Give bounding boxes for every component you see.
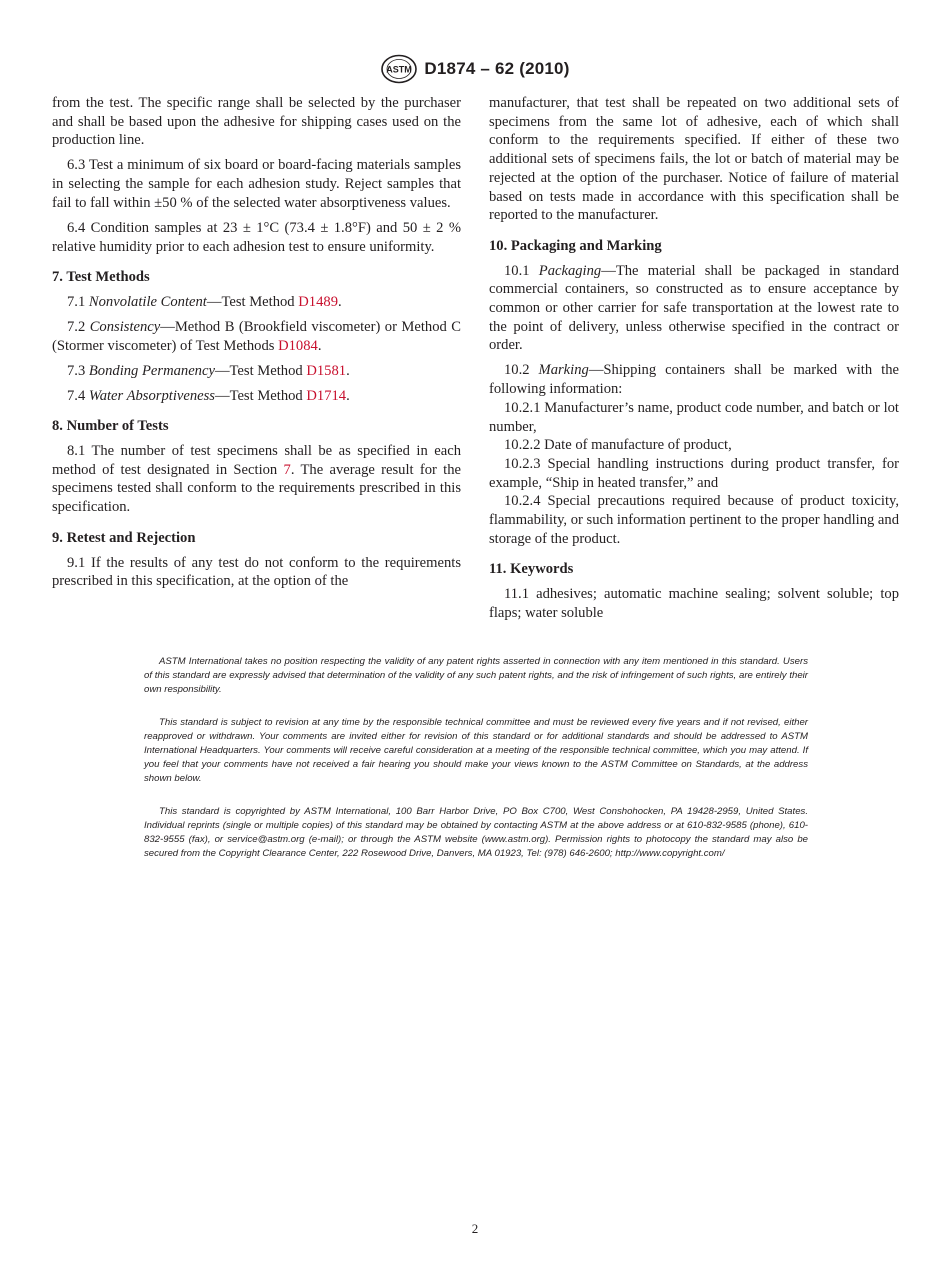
paragraph-continuation: from the test. The specific range shall be selected by the purchaser and shall be based upon the adhesive for shipping cases used on the production line. xyxy=(52,95,461,149)
section-heading-9: 9. Retest and Rejection xyxy=(52,529,196,546)
paragraph-7-2: 7.2 Consistency—Method B (Brookfield viscometer) or Method C (Stormer viscometer) of Test Methods D1084. xyxy=(52,318,461,354)
footer-revision-notice: This standard is subject to revision at any time by the responsible technical committee and must be reviewed every five years and if not revised, either reapproved or withdrawn. Your comments are invited either for revision of this standard or for additional standards and should be addressed to ASTM International Headquarters. Your comments will receive careful consideration at a meeting of the responsible technical committee, which you may attend. If you feel that your comments have not received a fair hearing you should make your views known to the ASTM Committee on Standards, at the address shown below. xyxy=(144,717,808,784)
reference-link[interactable]: D1084 xyxy=(278,337,318,354)
page-header xyxy=(0,54,950,84)
left-column xyxy=(52,94,461,597)
footer-patent-notice: ASTM International takes no position respecting the validity of any patent rights asserted in connection with any item mentioned in this standard. Users of this standard are expressly advised that determination of the validity of any such patent rights, and the risk of infringement of such rights, are entirely their own responsibility. xyxy=(144,656,808,695)
section-heading-10: 10. Packaging and Marking xyxy=(489,237,662,254)
footer-copyright-notice: This standard is copyrighted by ASTM International, 100 Barr Harbor Drive, PO Box C700, West Conshohocken, PA 19428-2959, United States. Individual reprints (single or multiple copies) of this standard may be obtained by contacting ASTM at the above address or at 610-832-9585 (phone), 610-832-9555 (fax), or service@astm.org (e-mail); or through the ASTM website (www.astm.org). Permission rights to photocopy the standard may also be secured from the Copyright Clearance Center, 222 Rosewood Drive, Danvers, MA 01923, Tel: (978) 646-2600; http://www.copyright.com/ xyxy=(144,806,808,859)
reference-link[interactable]: D1489 xyxy=(298,293,338,310)
paragraph-10-2: 10.2 Marking—Shipping containers shall be marked with the following information: xyxy=(489,362,899,398)
section-link[interactable]: 7 xyxy=(283,461,291,478)
paragraph-7-3: 7.3 Bonding Permanency—Test Method D1581. xyxy=(67,362,350,379)
paragraph-continuation: manufacturer, that test shall be repeated on two additional sets of specimens from the same lot of adhesive, each of which shall conform to the requirements specified. If either of these two additional sets of specimens fails, the lot or batch of material may be rejected at the option of the purchaser. Notice of failure of material based on tests made in accordance with this specification shall be reported to the manufacturer. xyxy=(489,95,899,224)
astm-logo-icon xyxy=(380,54,418,84)
paragraph-9-1: 9.1 If the results of any test do not conform to the requirements prescribed in this specification, at the option of the xyxy=(52,554,461,590)
reference-link[interactable]: D1714 xyxy=(306,387,347,404)
paragraph-10-1: 10.1 Packaging—The material shall be packaged in standard commercial containers, so constructed as to ensure acceptance by common or other carrier for safe transportation at the lowest rate to the point of delivery, unless otherwise specified in the contract or order. xyxy=(489,262,899,354)
paragraph-6-3: 6.3 Test a minimum of six board or board-facing materials samples in selecting the sample for each adhesion study. Reject samples that fail to fall within ±50 % of the selected water absorptiveness values. xyxy=(52,157,461,211)
paragraph-10-2-1: 10.2.1 Manufacturer’s name, product code number, and batch or lot number, xyxy=(489,399,899,435)
paragraph-10-2-2: 10.2.2 Date of manufacture of product, xyxy=(504,437,732,454)
paragraph-10-2-4: 10.2.4 Special precautions required because of product toxicity, flammability, or such information pertinent to the proper handling and storage of the product. xyxy=(489,493,900,547)
section-heading-8: 8. Number of Tests xyxy=(52,418,169,435)
standard-designation: D1874 – 62 (2010) xyxy=(424,59,570,78)
logo-text: ASTM xyxy=(386,64,413,75)
paragraph-7-1: 7.1 Nonvolatile Content—Test Method D1489. xyxy=(67,293,342,310)
right-column xyxy=(489,94,899,629)
paragraph-6-4: 6.4 Condition samples at 23 ± 1°C (73.4 ± 1.8°F) and 50 ± 2 % relative humidity prior to each adhesion test to ensure uniformity. xyxy=(52,219,461,255)
section-heading-7: 7. Test Methods xyxy=(52,269,150,286)
page-number: 2 xyxy=(471,1221,479,1236)
paragraph-10-2-3: 10.2.3 Special handling instructions during product transfer, for example, “Ship in heated transfer,” and xyxy=(489,455,899,491)
section-heading-11: 11. Keywords xyxy=(489,561,574,578)
paragraph-7-4: 7.4 Water Absorptiveness—Test Method D1714. xyxy=(67,387,350,404)
paragraph-11-1: 11.1 adhesives; automatic machine sealing; solvent soluble; top flaps; water soluble xyxy=(489,586,899,621)
reference-link[interactable]: D1581 xyxy=(306,362,347,379)
paragraph-8-1: 8.1 The number of test specimens shall be as specified in each method of test designated in Section 7. The average result for the specimens tested shall conform to the requirements prescribed in this specification. xyxy=(52,443,461,516)
